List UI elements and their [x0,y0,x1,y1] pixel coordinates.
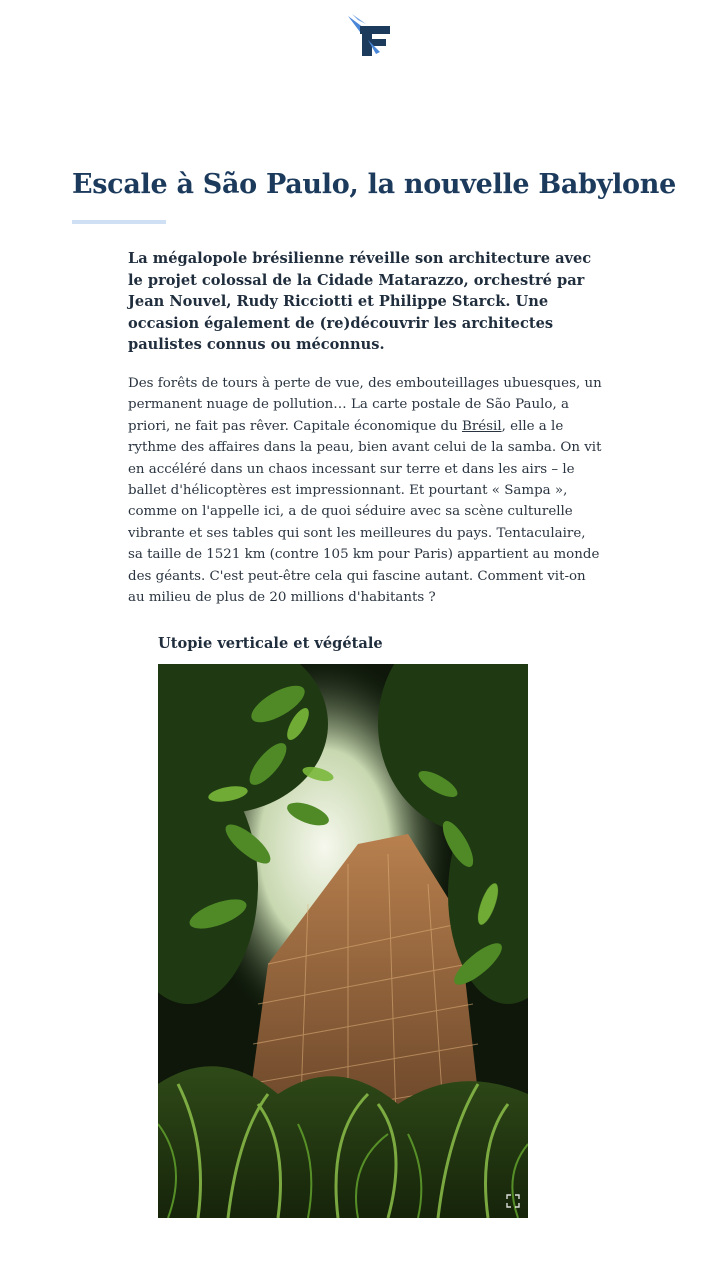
article-title: Escale à São Paulo, la nouvelle Babylone [72,169,676,200]
bresil-link[interactable]: Brésil [462,418,502,434]
section-subheading: Utopie verticale et végétale [158,635,383,652]
le-figaro-logo[interactable] [346,14,394,58]
article-lead: La mégalopole brésilienne réveille son architecture avec le projet colossal de la Cidade Matarazzo, orchestré par Jean Nouvel, Rudy Ricciotti et Philippe Starck. Une occasion également de (re)découvrir les architectes paulistes connus ou méconnus. [128,250,592,354]
logo-icon [346,14,394,58]
article-body [128,373,604,608]
expand-icon[interactable] [504,1192,522,1210]
building-jungle-photo [158,664,528,1218]
body-text-end: , elle a le rythme des affaires dans la peau, bien avant celui de la samba. On vit en accéléré dans un chaos incessant sur terre et dans les airs – le ballet d'hélicoptères est impressionnant. Et pourtant « Sampa », comme on l'appelle ici, a de quoi séduire avec sa scène culturelle vibrante et ses tables qui sont les meilleures du pays. Tentaculaire, sa taille de 1521 km (contre 105 km pour Paris) appartient au monde des géants. C'est peut-être cela qui fascine autant. Comment vit-on au milieu de plus de 20 millions d'habitants ? [128,418,602,606]
article-photo[interactable] [158,664,528,1218]
body-text-start: Des forêts de tours à perte de vue, des embouteillages ubuesques, un permanent nuage de pollution… La carte postale de São Paulo, a priori, ne fait pas rêver. Capitale économique du [128,376,602,434]
title-underline [72,220,166,224]
